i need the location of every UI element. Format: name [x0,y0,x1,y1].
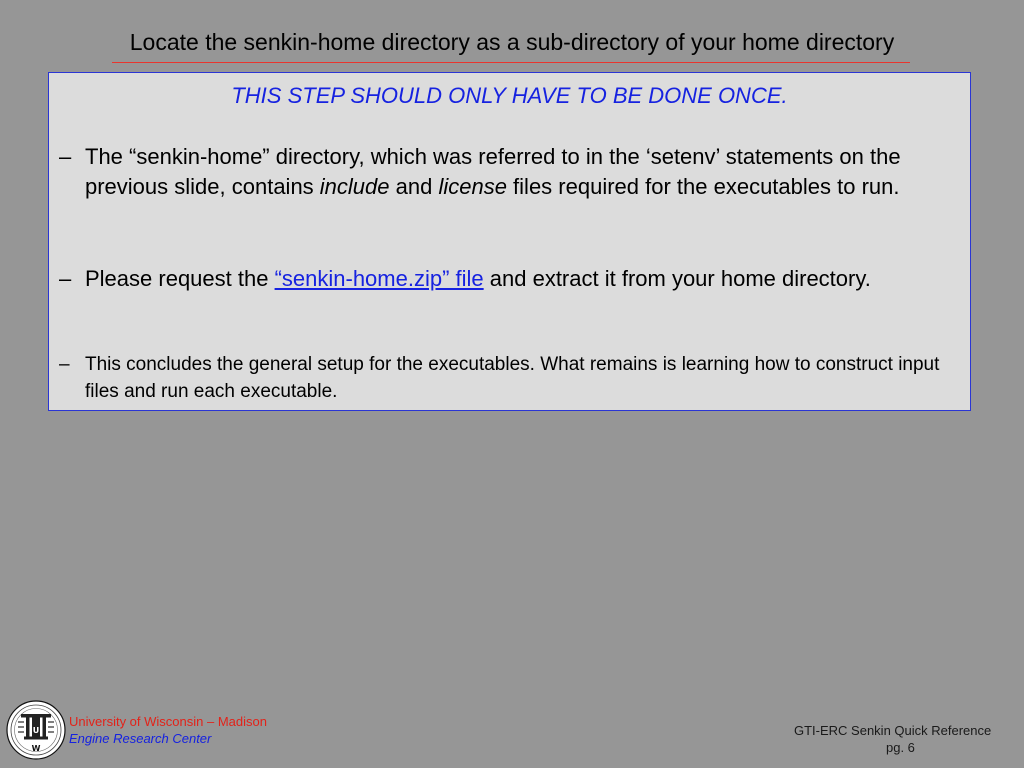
notice-text: THIS STEP SHOULD ONLY HAVE TO BE DONE ONCE. [231,83,788,108]
senkin-home-zip-link[interactable]: “senkin-home.zip” file [274,266,484,291]
text-segment: The “senkin-home” directory, which was referred to in the ‘setenv’ statements on the previous slide, contains [85,144,901,199]
slide-title: Locate the senkin-home directory as a sub-directory of your home directory [129,29,895,55]
license-term: license [438,174,507,199]
bullet-conclusion [59,351,964,405]
title-divider [112,62,910,63]
seal-letter-bottom: W [31,744,41,753]
text-segment: files required for the executables to run. [506,174,900,199]
text-segment: and [389,174,439,199]
reference-title: GTI-ERC Senkin Quick Reference [794,723,992,738]
bullet-dash: – [59,144,72,169]
seal-letter-top: U [32,726,40,735]
center-name: Engine Research Center [69,731,212,746]
university-seal-icon [6,700,66,760]
bullet-request-zip [59,264,964,294]
text-segment: Please request the [85,266,275,291]
text-segment: and extract it from your home directory. [483,266,871,291]
bullet-text [85,142,964,202]
university-name: University of Wisconsin – Madison [69,714,267,729]
include-term: include [319,174,390,199]
bullet-text: This concludes the general setup for the executables. What remains is learning how to construct input files and run each executable. [85,354,940,402]
page-number: pg. 6 [886,740,915,755]
content-box [48,72,971,411]
bullet-dash: – [59,354,70,375]
bullet-dash: – [59,266,72,291]
bullet-text [85,264,964,294]
bullet-senkin-home [59,142,964,202]
